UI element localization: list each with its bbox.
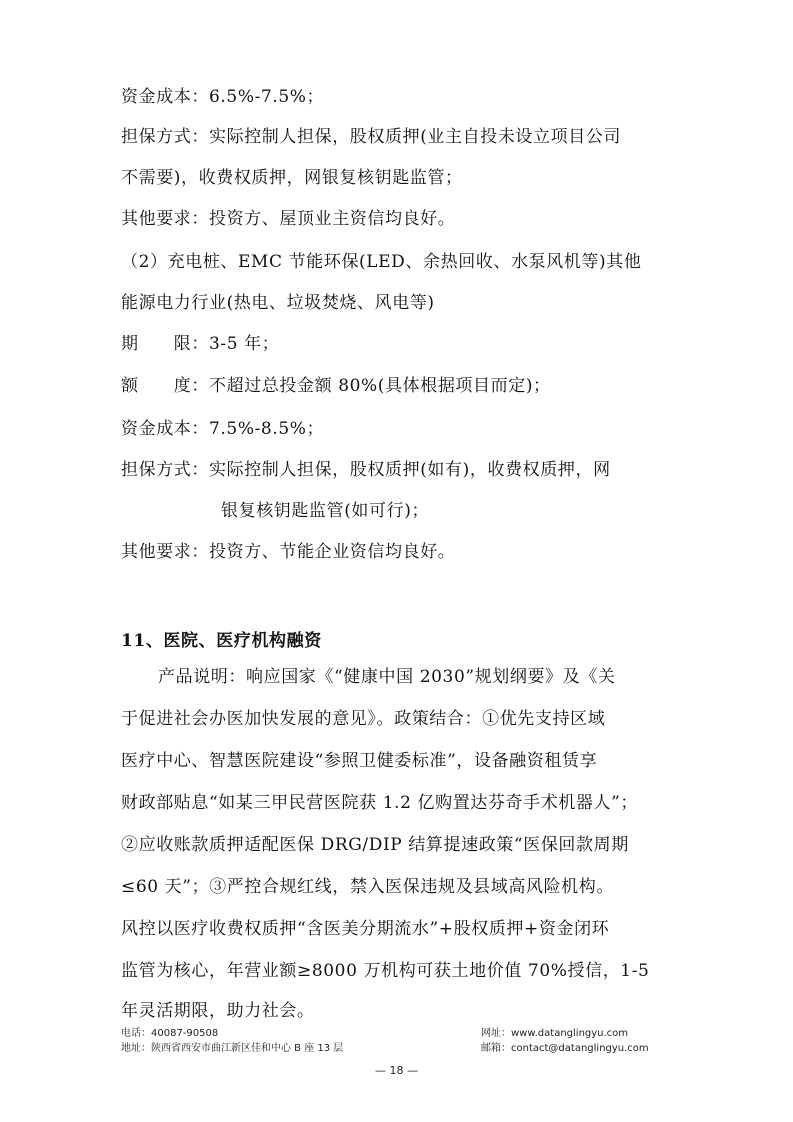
paragraph-line: ≤60 天”；③严控合规红线，禁入医保违规及县域高风险机构。: [121, 877, 614, 897]
footer-phone: 电话：40087-90508: [121, 1028, 219, 1039]
footer-address: 地址：陕西省西安市曲江新区佳和中心 B 座 13 层: [121, 1043, 344, 1054]
footer-email: 邮箱：contact@datanglingyu.com: [481, 1043, 649, 1054]
footer-website: 网址：www.datanglingyu.com: [481, 1028, 629, 1039]
funding-cost-line: 资金成本：6.5%-7.5%；: [121, 87, 325, 107]
guarantee-method-line-2: 担保方式：实际控制人担保，股权质押(如有)，收费权质押，网: [121, 460, 611, 480]
guarantee-method-line-cont: 不需要)，收费权质押，网银复核钥匙监管；: [121, 168, 463, 188]
paragraph-line: 产品说明：响应国家《“健康中国 2030”规划纲要》及《关: [158, 667, 616, 687]
funding-cost-line-2: 资金成本：7.5%-8.5%；: [121, 419, 325, 439]
subsection-2-title: （2）充电桩、EMC 节能环保(LED、余热回收、水泵风机等)其他: [121, 252, 642, 272]
guarantee-method-line-2-cont: 银复核钥匙监管(如可行)；: [221, 501, 430, 521]
other-requirements-line-2: 其他要求：投资方、节能企业资信均良好。: [121, 542, 456, 562]
subsection-2-title-cont: 能源电力行业(热电、垃圾焚烧、风电等): [121, 293, 435, 313]
paragraph-line: 监管为核心，年营业额≥8000 万机构可获土地价值 70%授信，1-5: [121, 961, 650, 981]
guarantee-method-line: 担保方式：实际控制人担保，股权质押(业主自投未设立项目公司: [121, 127, 622, 147]
paragraph-line: ②应收账款质押适配医保 DRG/DIP 结算提速政策“医保回款周期: [121, 835, 629, 855]
term-line: 期 限：3-5 年；: [121, 334, 280, 354]
other-requirements-line: 其他要求：投资方、屋顶业主资信均良好。: [121, 209, 456, 229]
page-number: — 18 —: [375, 1064, 418, 1077]
section-11-heading: 11、医院、医疗机构融资: [121, 631, 322, 651]
paragraph-line: 医疗中心、智慧医院建设“参照卫健委标准”，设备融资租赁享: [121, 751, 598, 771]
paragraph-line: 于促进社会办医加快发展的意见》。政策结合：①优先支持区域: [121, 709, 606, 729]
amount-line: 额 度：不超过总投金额 80%(具体根据项目而定)；: [121, 376, 551, 396]
paragraph-line: 年灵活期限，助力社会。: [121, 1001, 315, 1021]
paragraph-line: 财政部贴息“如某三甲民营医院获 1.2 亿购置达芬奇手术机器人”；: [121, 793, 639, 813]
paragraph-line: 风控以医疗收费权质押“含医美分期流水”+股权质押+资金闭环: [121, 919, 610, 939]
